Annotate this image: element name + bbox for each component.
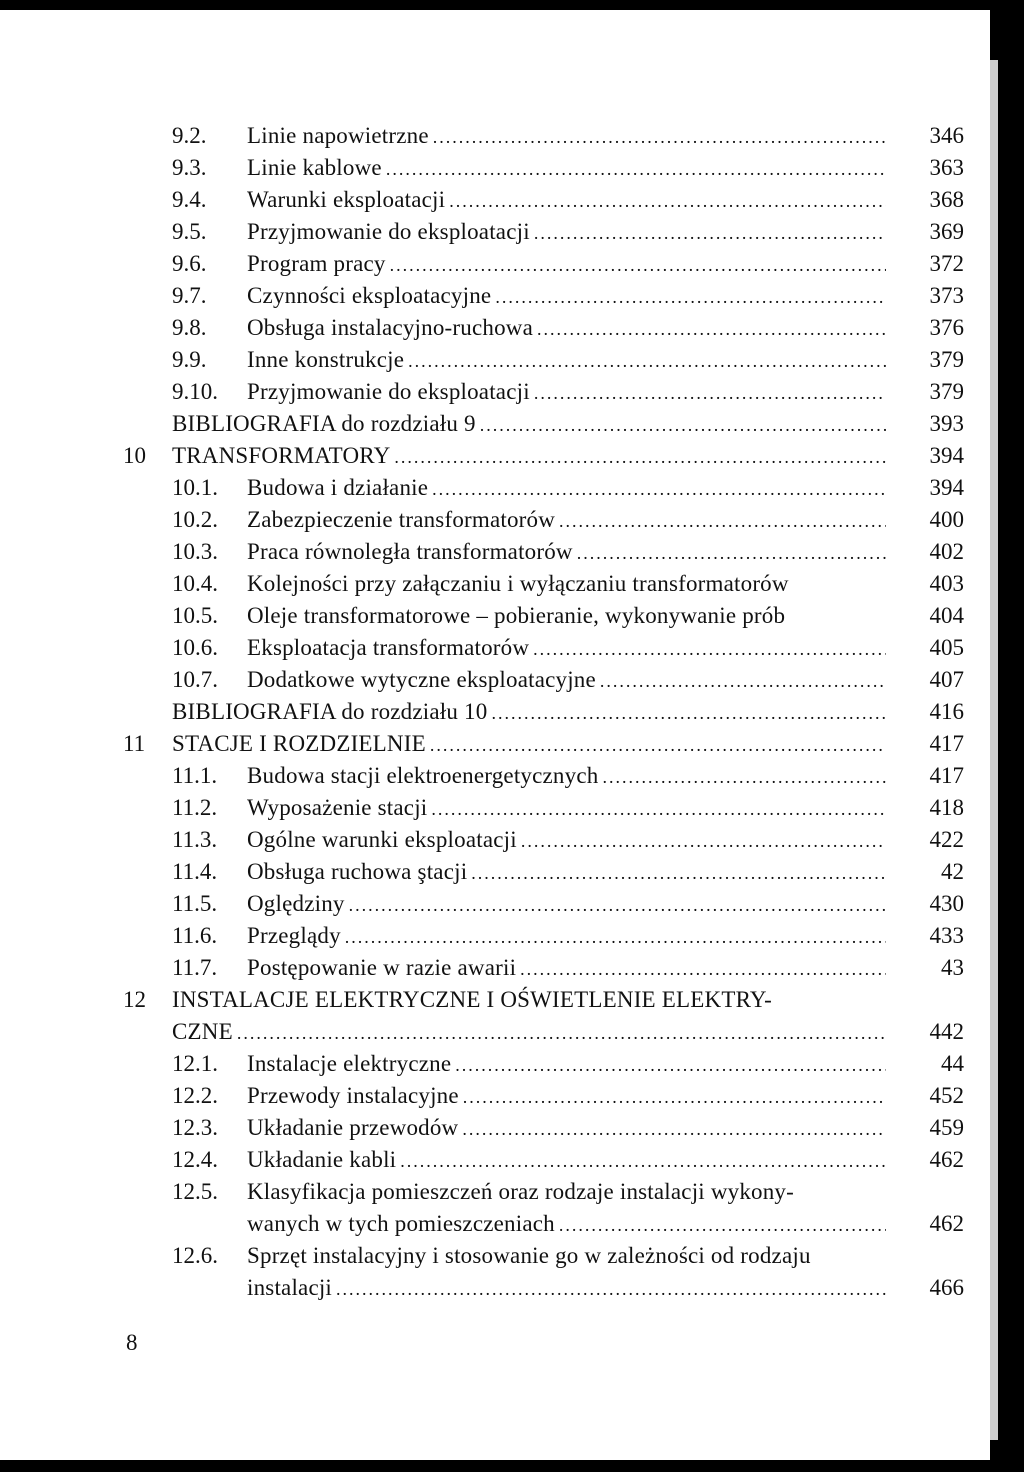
scan-edge [990, 60, 998, 1440]
entry-title: Program pracy [247, 251, 386, 276]
section-number: 12.1. [172, 1051, 218, 1076]
toc-entry [0, 760, 990, 792]
dot-leader [432, 473, 886, 505]
entry-page-number: 368 [929, 187, 964, 212]
entry-page-number: 442 [929, 1019, 964, 1044]
entry-page-number: 407 [929, 667, 964, 692]
entry-page-number: 43 [941, 955, 964, 980]
dot-leader [534, 377, 886, 409]
dot-leader [521, 825, 886, 857]
entry-title: Budowa i działanie [247, 475, 429, 500]
entry-title: Eksploatacja transformatorów [247, 635, 530, 660]
dot-leader [390, 249, 886, 281]
section-number: 10.7. [172, 667, 218, 692]
entry-title: Przyjmowanie do eksploatacji [247, 379, 530, 404]
entry-title: Dodatkowe wytyczne eksploatacyjne [247, 667, 596, 692]
entry-page-number: 417 [929, 763, 964, 788]
entry-page-number: 418 [929, 795, 964, 820]
toc-entry [0, 856, 990, 888]
entry-title: Instalacje elektryczne [247, 1051, 452, 1076]
toc-entry [0, 824, 990, 856]
dot-leader [433, 121, 886, 153]
entry-title: Linie napowietrzne [247, 123, 429, 148]
entry-title: INSTALACJE ELEKTRYCZNE I OŚWIETLENIE ELEKTRY- [172, 987, 772, 1012]
dot-leader [463, 1081, 886, 1113]
entry-page-number: 393 [929, 411, 964, 436]
entry-page-number: 417 [929, 731, 964, 756]
section-number: 9.9. [172, 347, 207, 372]
entry-title: Oględziny [247, 891, 345, 916]
dot-leader [449, 185, 886, 217]
toc-entry [0, 280, 990, 312]
section-number: 10.6. [172, 635, 218, 660]
entry-title: Oleje transformatorowe – pobieranie, wykonywanie prób [247, 603, 786, 628]
entry-title: Przyjmowanie do eksploatacji [247, 219, 530, 244]
section-number: 11.6. [172, 923, 218, 948]
toc-entry [0, 1208, 990, 1240]
toc-entry [0, 152, 990, 184]
toc-entry [0, 632, 990, 664]
entry-page-number: 376 [929, 315, 964, 340]
dot-leader [400, 1145, 886, 1177]
toc-entry [0, 1272, 990, 1304]
section-number: 9.6. [172, 251, 207, 276]
toc-entry [0, 664, 990, 696]
entry-title: Przeglądy [247, 923, 341, 948]
entry-title: Warunki eksploatacji [247, 187, 446, 212]
entry-title: Budowa stacji elektroenergetycznych [247, 763, 599, 788]
dot-leader [491, 697, 886, 729]
entry-title: Praca równoległa transformatorów [247, 539, 573, 564]
dot-leader [537, 313, 886, 345]
entry-page-number: 459 [929, 1115, 964, 1140]
table-of-contents [0, 120, 990, 1304]
toc-entry [0, 984, 990, 1016]
entry-page-number: 363 [929, 155, 964, 180]
toc-entry [0, 408, 990, 440]
entry-page-number: 44 [941, 1051, 964, 1076]
dot-leader [577, 537, 886, 569]
section-number: 10.3. [172, 539, 218, 564]
toc-entry [0, 568, 990, 600]
section-number: 12.3. [172, 1115, 218, 1140]
toc-entry [0, 376, 990, 408]
entry-page-number: 346 [929, 123, 964, 148]
dot-leader [471, 857, 886, 889]
entry-title: Sprzęt instalacyjny i stosowanie go w zależności od rodzaju [247, 1243, 811, 1268]
entry-page-number: 394 [929, 443, 964, 468]
entry-title: Linie kablowe [247, 155, 382, 180]
entry-page-number: 416 [929, 699, 964, 724]
section-number: 9.3. [172, 155, 207, 180]
toc-entry [0, 120, 990, 152]
toc-entry [0, 536, 990, 568]
section-number: 11.7. [172, 955, 218, 980]
entry-title: Klasyfikacja pomieszczeń oraz rodzaje instalacji wykony- [247, 1179, 794, 1204]
entry-title: wanych w tych pomieszczeniach [247, 1211, 555, 1236]
section-number: 9.5. [172, 219, 207, 244]
section-number: 9.7. [172, 283, 207, 308]
entry-title: Obsługa instalacyjno-ruchowa [247, 315, 533, 340]
dot-leader [345, 921, 886, 953]
entry-title: Układanie kabli [247, 1147, 397, 1172]
entry-title: Układanie przewodów [247, 1115, 459, 1140]
entry-title: Ogólne warunki eksploatacji [247, 827, 517, 852]
entry-page-number: 403 [929, 571, 964, 596]
section-number: 10.4. [172, 571, 218, 596]
dot-leader [600, 665, 886, 697]
toc-entry [0, 184, 990, 216]
page-number: 8 [126, 1330, 138, 1355]
dot-leader [495, 281, 886, 313]
section-number: 9.4. [172, 187, 207, 212]
toc-entry [0, 696, 990, 728]
dot-leader [462, 1113, 886, 1145]
dot-leader [602, 761, 886, 793]
toc-entry [0, 504, 990, 536]
dot-leader [559, 505, 886, 537]
toc-entry [0, 1016, 990, 1048]
dot-leader [559, 1209, 886, 1241]
dot-leader [349, 889, 886, 921]
entry-page-number: 452 [929, 1083, 964, 1108]
toc-entry [0, 1048, 990, 1080]
chapter-number: 10 [123, 443, 146, 468]
section-number: 11.2. [172, 795, 218, 820]
entry-page-number: 372 [929, 251, 964, 276]
entry-title: instalacji [247, 1275, 333, 1300]
section-number: 9.10. [172, 379, 218, 404]
chapter-number: 12 [123, 987, 146, 1012]
entry-title: Postępowanie w razie awarii [247, 955, 517, 980]
dot-leader [431, 793, 886, 825]
toc-entry [0, 216, 990, 248]
entry-page-number: 404 [929, 603, 964, 628]
toc-entry [0, 472, 990, 504]
section-number: 12.4. [172, 1147, 218, 1172]
toc-entry [0, 888, 990, 920]
toc-entry [0, 1144, 990, 1176]
toc-entry [0, 312, 990, 344]
entry-title: Czynności eksploatacyjne [247, 283, 492, 308]
dot-leader [430, 729, 886, 761]
entry-page-number: 42 [941, 859, 964, 884]
entry-title: Przewody instalacyjne [247, 1083, 459, 1108]
entry-page-number: 462 [929, 1211, 964, 1236]
entry-page-number: 402 [929, 539, 964, 564]
toc-entry [0, 1176, 990, 1208]
entry-title: BIBLIOGRAFIA do rozdziału 9 [172, 411, 476, 436]
entry-title: STACJE I ROZDZIELNIE [172, 731, 426, 756]
entry-title: CZNE [172, 1019, 233, 1044]
entry-page-number: 394 [929, 475, 964, 500]
toc-entry [0, 920, 990, 952]
entry-title: TRANSFORMATORY [172, 443, 391, 468]
toc-entry [0, 728, 990, 760]
dot-leader [520, 953, 886, 985]
chapter-number: 11 [123, 731, 146, 756]
section-number: 11.3. [172, 827, 218, 852]
toc-entry [0, 600, 990, 632]
dot-leader [394, 441, 886, 473]
toc-entry [0, 1240, 990, 1272]
entry-page-number: 405 [929, 635, 964, 660]
dot-leader [534, 217, 886, 249]
entry-page-number: 379 [929, 347, 964, 372]
document-page [0, 10, 990, 1460]
dot-leader [408, 345, 886, 377]
entry-page-number: 379 [929, 379, 964, 404]
entry-title: Obsługa ruchowa ştacji [247, 859, 468, 884]
entry-page-number: 422 [929, 827, 964, 852]
entry-page-number: 373 [929, 283, 964, 308]
section-number: 10.5. [172, 603, 218, 628]
toc-entry [0, 1112, 990, 1144]
entry-title: BIBLIOGRAFIA do rozdziału 10 [172, 699, 488, 724]
section-number: 10.1. [172, 475, 218, 500]
section-number: 12.5. [172, 1179, 218, 1204]
dot-leader [533, 633, 886, 665]
entry-page-number: 433 [929, 923, 964, 948]
entry-page-number: 462 [929, 1147, 964, 1172]
entry-title: Kolejności przy załączaniu i wyłączaniu transformatorów [247, 571, 789, 596]
toc-entry [0, 1080, 990, 1112]
entry-title: Zabezpieczenie transformatorów [247, 507, 556, 532]
toc-entry [0, 344, 990, 376]
entry-title: Wyposażenie stacji [247, 795, 428, 820]
dot-leader [480, 409, 886, 441]
toc-entry [0, 248, 990, 280]
section-number: 11.1. [172, 763, 218, 788]
entry-title: Inne konstrukcje [247, 347, 405, 372]
entry-page-number: 400 [929, 507, 964, 532]
dot-leader [386, 153, 886, 185]
toc-entry [0, 952, 990, 984]
entry-page-number: 369 [929, 219, 964, 244]
section-number: 12.2. [172, 1083, 218, 1108]
dot-leader [237, 1017, 886, 1049]
section-number: 9.8. [172, 315, 207, 340]
section-number: 10.2. [172, 507, 218, 532]
entry-page-number: 466 [929, 1275, 964, 1300]
entry-page-number: 430 [929, 891, 964, 916]
dot-leader [336, 1273, 886, 1305]
section-number: 9.2. [172, 123, 207, 148]
section-number: 11.5. [172, 891, 218, 916]
toc-entry [0, 792, 990, 824]
dot-leader [455, 1049, 886, 1081]
section-number: 12.6. [172, 1243, 218, 1268]
toc-entry [0, 440, 990, 472]
section-number: 11.4. [172, 859, 218, 884]
